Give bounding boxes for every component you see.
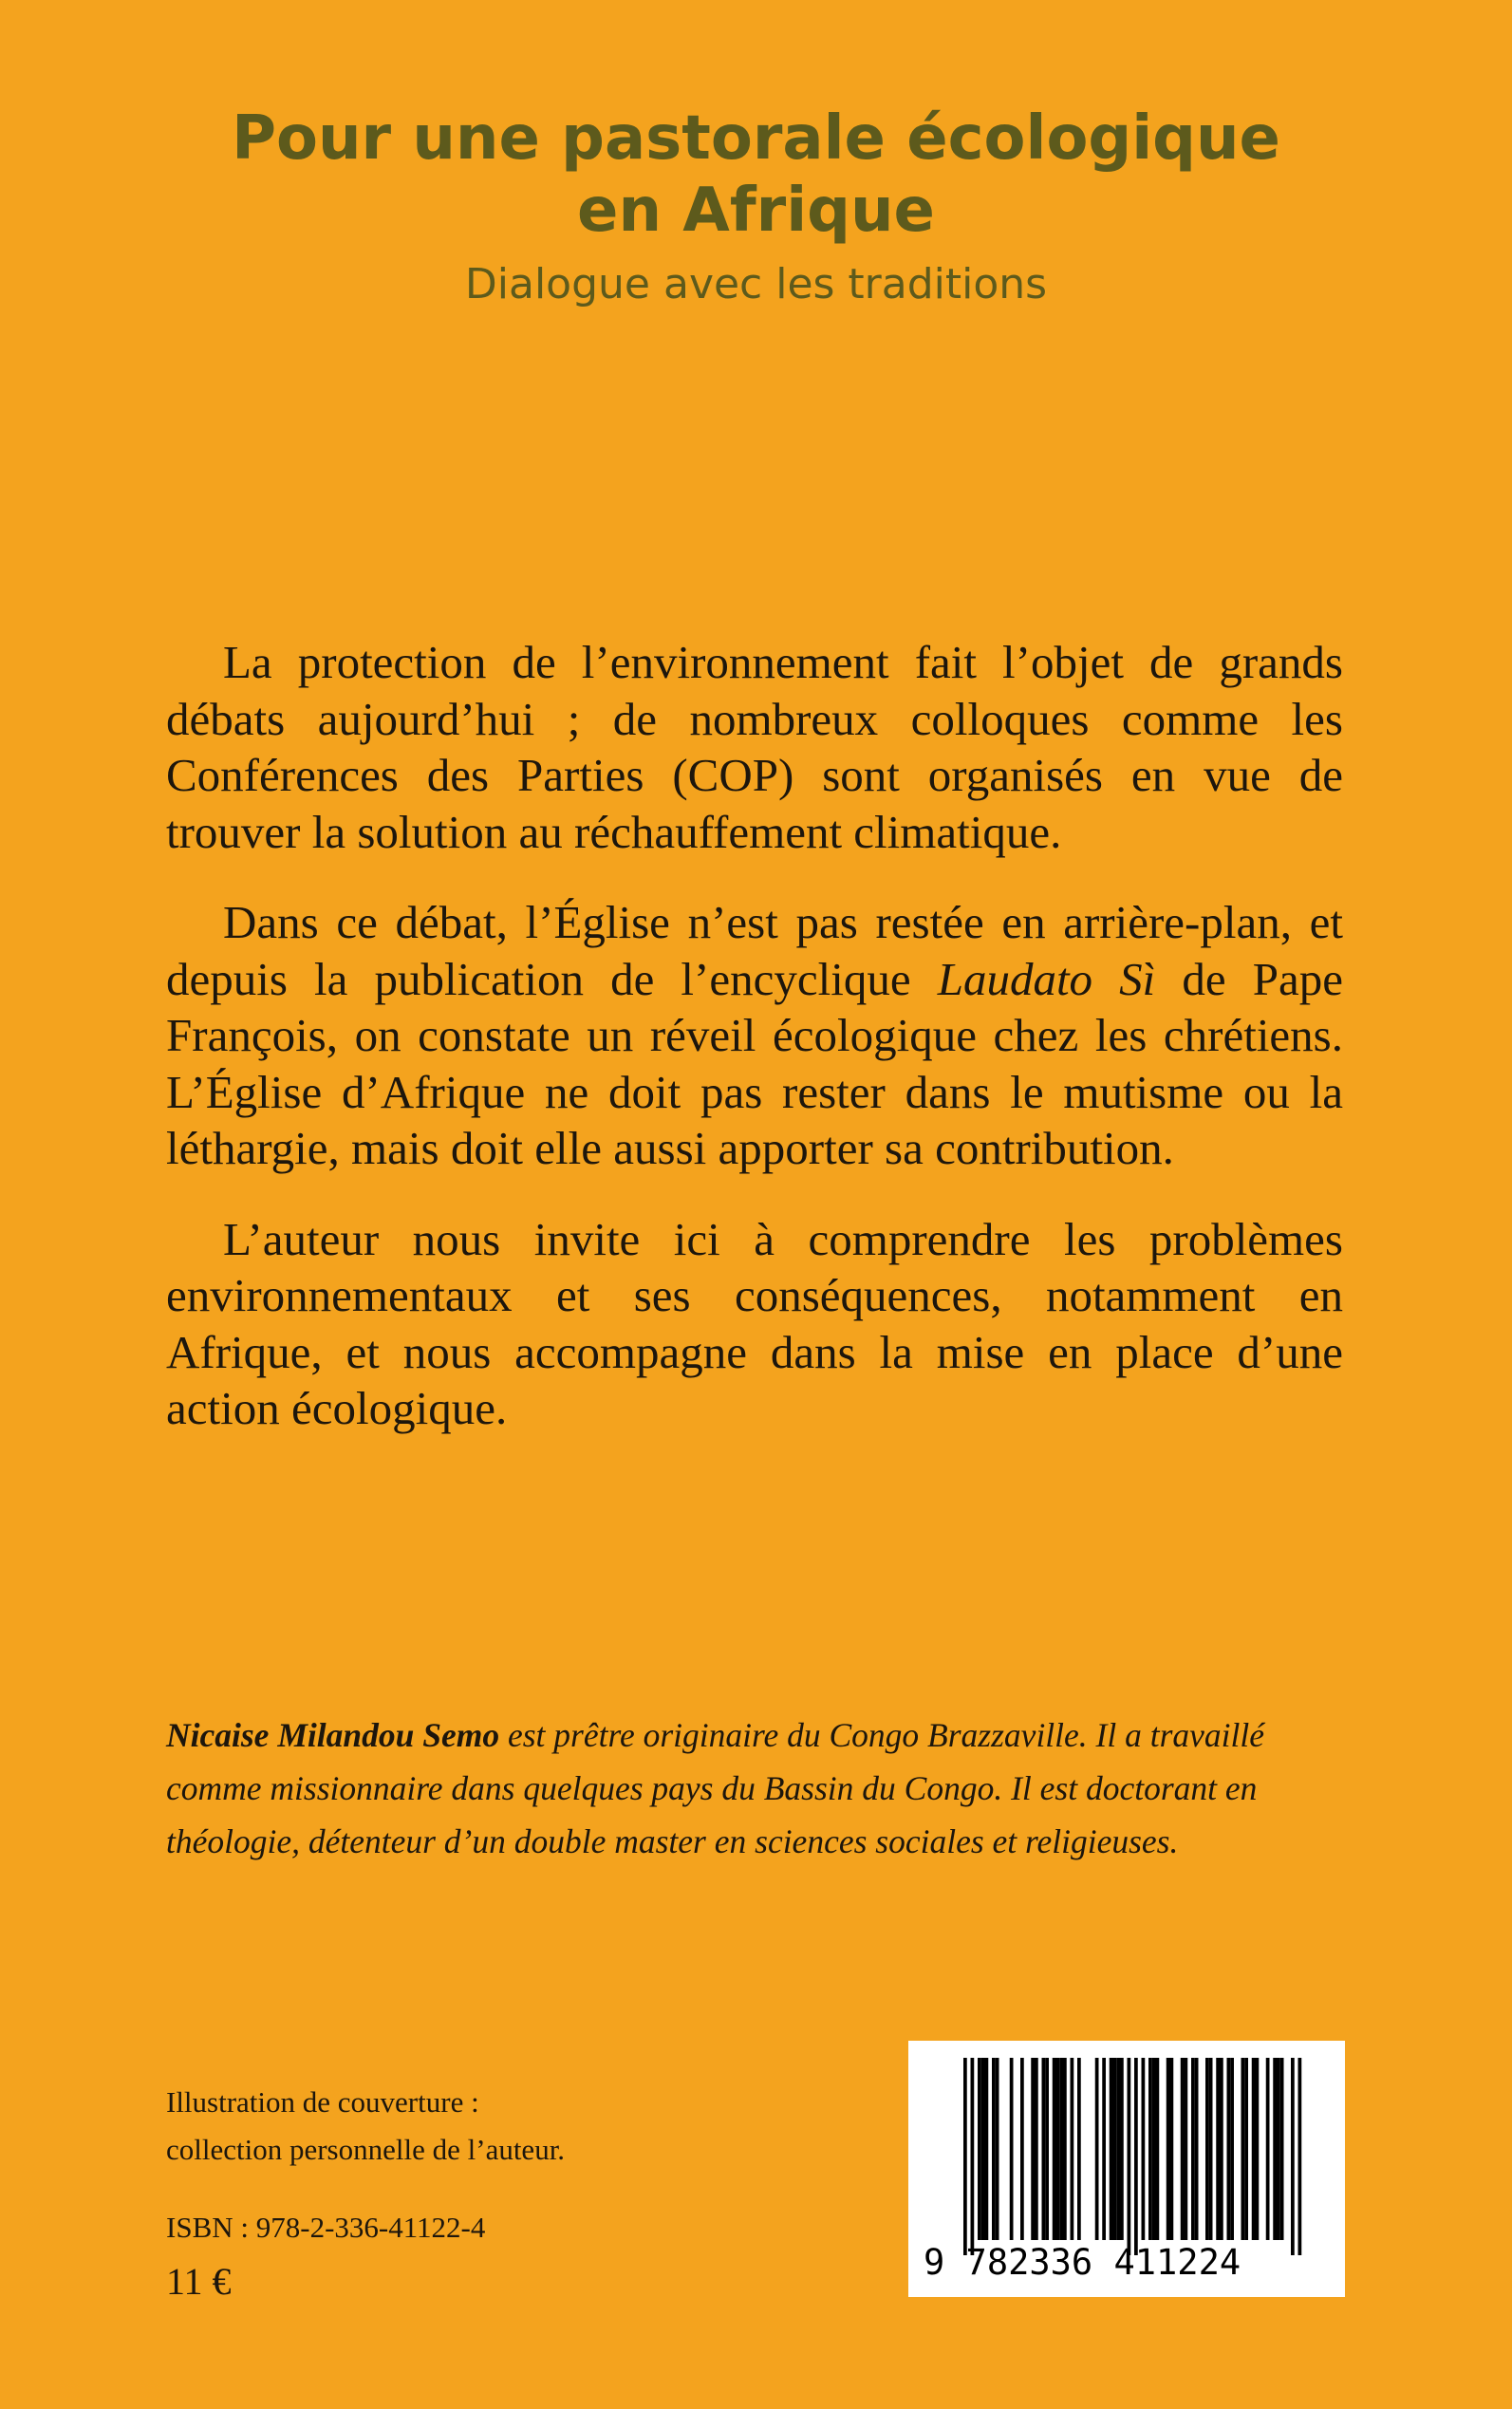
credit-line-2: collection personnelle de l’auteur. xyxy=(166,2133,566,2166)
author-bio xyxy=(166,1709,1267,1868)
barcode-bar xyxy=(1227,2058,1231,2240)
cover-illustration-credit xyxy=(166,2079,736,2174)
barcode-bar xyxy=(1280,2058,1284,2240)
barcode-bar xyxy=(985,2058,989,2240)
barcode-bar xyxy=(1244,2058,1248,2240)
barcode-bar xyxy=(1185,2058,1188,2240)
barcode-bar xyxy=(1170,2058,1174,2240)
author-bio-text: est prêtre originaire du Congo Brazzaville. Il a travaillé comme missionnaire dans quelques pays du Bassin du Congo. Il est doctorant en théologie, détenteur d’un double master en sciences sociales et religieuses. xyxy=(166,1716,1265,1860)
barcode xyxy=(908,2041,1345,2297)
barcode-bar xyxy=(996,2058,999,2240)
barcode-bar xyxy=(1134,2058,1138,2255)
barcode-bar xyxy=(1167,2058,1170,2240)
barcode-bar xyxy=(1266,2058,1270,2240)
blurb-p2-start: Dans ce débat, l’Église n’est pas restée en arrière-plan, et depuis la publication de l’encyclique xyxy=(166,896,1343,1005)
barcode-bar xyxy=(1209,2058,1213,2240)
price: 11 € xyxy=(166,2260,232,2303)
blurb-paragraph-2 xyxy=(166,894,1343,1177)
barcode-bar xyxy=(1216,2058,1220,2240)
barcode-bar xyxy=(1102,2058,1106,2240)
barcode-bar xyxy=(1059,2058,1063,2240)
barcode-bar xyxy=(1191,2058,1195,2240)
blurb xyxy=(166,634,1343,1471)
barcode-bar xyxy=(1031,2058,1035,2240)
barcode-bar xyxy=(1116,2058,1120,2240)
barcode-bar xyxy=(1056,2058,1060,2240)
barcode-bar xyxy=(981,2058,985,2240)
barcode-bar xyxy=(1120,2058,1124,2240)
title-line-2: en Afrique xyxy=(577,176,935,246)
barcode-bar xyxy=(1042,2058,1046,2240)
barcode-bar xyxy=(971,2058,975,2255)
barcode-bar xyxy=(1291,2058,1295,2255)
blurb-paragraph-1: La protection de l’environnement fait l’objet de grands débats aujourd’hui ; de nombreux colloques comme les Conférences des Parties (COP) sont organisés en vue de trouver la solution au réchauffement climatique. xyxy=(166,636,1343,858)
barcode-bar xyxy=(1148,2058,1152,2240)
barcode-bar xyxy=(1230,2058,1234,2240)
barcode-bar xyxy=(1156,2058,1160,2240)
barcode-bar xyxy=(1152,2058,1156,2240)
barcode-bar xyxy=(1273,2058,1277,2240)
barcode-bar xyxy=(1181,2058,1185,2240)
barcode-bar xyxy=(1142,2058,1146,2240)
barcode-digits: 9 782336 411224 xyxy=(924,2242,1241,2283)
barcode-bar xyxy=(978,2058,981,2240)
barcode-bar xyxy=(1077,2058,1081,2240)
barcode-bar xyxy=(1128,2058,1131,2255)
barcode-bar xyxy=(1113,2058,1117,2240)
barcode-bar xyxy=(1071,2058,1074,2240)
barcode-bar xyxy=(1298,2058,1302,2255)
book-subtitle: Dialogue avec les traditions xyxy=(464,260,1048,308)
barcode-bar xyxy=(1220,2058,1223,2240)
barcode-bar xyxy=(1205,2058,1209,2240)
barcode-bar xyxy=(1252,2058,1256,2240)
book-title xyxy=(0,103,1512,247)
isbn: ISBN : 978-2-336-41122-4 xyxy=(166,2211,486,2244)
barcode-bar xyxy=(1020,2058,1024,2240)
barcode-bar xyxy=(1035,2058,1038,2240)
encyclical-title: Laudato Sì xyxy=(937,952,1156,1005)
credit-line-1: Illustration de couverture : xyxy=(166,2085,479,2119)
barcode-bar xyxy=(1063,2058,1067,2240)
barcode-bar xyxy=(1110,2058,1113,2240)
barcode-bar xyxy=(1053,2058,1056,2240)
barcode-bar xyxy=(992,2058,996,2240)
barcode-bar xyxy=(963,2058,967,2255)
barcode-bar xyxy=(1256,2058,1260,2240)
barcode-bar xyxy=(1010,2058,1014,2240)
blurb-p2-end: de Pape François, on constate un réveil écologique chez les chrétiens. L’Église d’Afrique ne doit pas rester dans le mutisme ou la léthargie, mais doit elle aussi apporter sa contribution. xyxy=(166,952,1343,1174)
barcode-bar xyxy=(1195,2058,1199,2240)
barcode-bar xyxy=(1241,2058,1245,2240)
author-name: Nicaise Milandou Semo xyxy=(166,1716,500,1754)
title-line-1: Pour une pastorale écologique xyxy=(232,103,1280,174)
barcode-bar xyxy=(1045,2058,1049,2240)
barcode-bar xyxy=(1277,2058,1280,2240)
blurb-paragraph-3: L’auteur nous invite ici à comprendre les problèmes environnementaux et ses conséquences, notamment en Afrique, et nous accompagne dans la mise en place d’une action écologique. xyxy=(166,1212,1343,1434)
barcode-bar xyxy=(1095,2058,1099,2240)
